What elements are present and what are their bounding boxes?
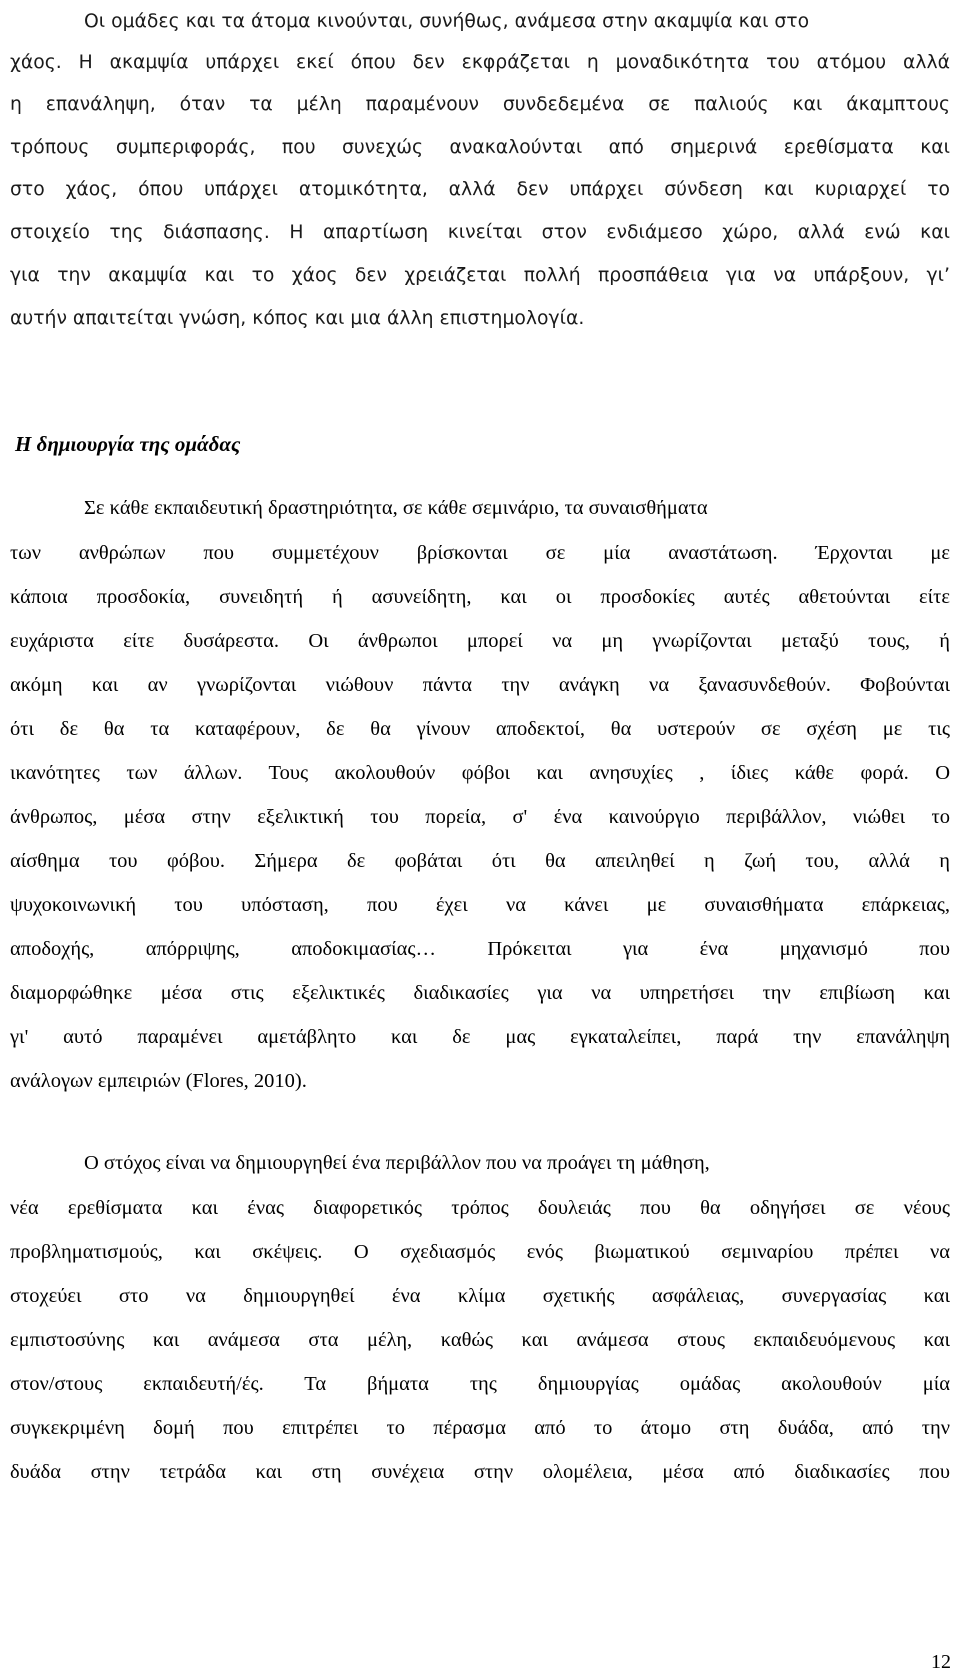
text-line: ακόμη και αν γνωρίζονται νιώθουν πάντα την ανάγκη να ξανασυνδεθούν. Φοβούνται [10,674,950,696]
text-line: στοχεύει στο να δημιουργηθεί ένα κλίμα σχετικής ασφάλειας, συνεργασίας και [10,1285,950,1307]
text-line: για την ακαμψία και το χάος δεν χρειάζεται πολλή προσπάθεια για να υπάρξουν, γι’ [10,265,950,286]
text-line: των ανθρώπων που συμμετέχουν βρίσκονται σε μία αναστάτωση. Έρχονται με [10,542,950,564]
text-line: αυτήν απαιτείται γνώση, κόπος και μια άλλη επιστημολογία. [10,308,585,329]
text-line: κάποια προσδοκία, συνειδητή ή ασυνείδητη, και οι προσδοκίες αυτές αθετούνται είτε [10,586,950,608]
text-line: άνθρωπος, μέσα στην εξελικτική του πορεία, σ' ένα καινούργιο περιβάλλον, νιώθει το [10,806,950,828]
text-line: στο χάος, όπου υπάρχει ατομικότητα, αλλά δεν υπάρχει σύνδεση και κυριαρχεί το [10,179,950,200]
text-line: δυάδα στην τετράδα και στη συνέχεια στην ολομέλεια, μέσα από διαδικασίες που [10,1461,950,1483]
page-number: 12 [931,1651,951,1673]
text-line: νέα ερεθίσματα και ένας διαφορετικός τρόπος δουλειάς που θα οδηγήσει σε νέους [10,1197,950,1219]
text-line: Ο στόχος είναι να δημιουργηθεί ένα περιβάλλον που να προάγει τη μάθηση, [84,1152,710,1174]
text-line: στον/στους εκπαιδευτή/ές. Τα βήματα της δημιουργίας ομάδας ακολουθούν μία [10,1373,950,1395]
text-line: Οι ομάδες και τα άτομα κινούνται, συνήθως, ανάμεσα στην ακαμψία και στο [84,11,810,32]
text-line: η επανάληψη, όταν τα μέλη παραμένουν συνδεδεμένα σε παλιούς και άκαμπτους [10,94,950,115]
text-line: συγκεκριμένη δομή που επιτρέπει το πέρασμα από το άτομο στη δυάδα, από την [10,1417,950,1439]
text-line: τρόπους συμπεριφοράς, που συνεχώς ανακαλούνται από σημερινά ερεθίσματα και [10,137,950,158]
text-line: χάος. Η ακαμψία υπάρχει εκεί όπου δεν εκφράζεται η μοναδικότητα του ατόμου αλλά [10,52,950,73]
text-line: Σε κάθε εκπαιδευτική δραστηριότητα, σε κάθε σεμινάριο, τα συναισθήματα [84,497,708,519]
text-line: στοιχείο της διάσπασης. Η απαρτίωση κινείται στον ενδιάμεσο χώρο, αλλά ενώ και [10,222,950,243]
text-line: ικανότητες των άλλων. Τους ακολουθούν φόβοι και ανησυχίες , ίδιες κάθε φορά. Ο [10,762,950,784]
text-line: αίσθημα του φόβου. Σήμερα δε φοβάται ότι θα απειληθεί η ζωή του, αλλά η [10,850,950,872]
text-line: ανάλογων εμπειριών (Flores, 2010). [10,1070,307,1092]
text-line: εμπιστοσύνης και ανάμεσα στα μέλη, καθώς και ανάμεσα στους εκπαιδευόμενους και [10,1329,950,1351]
text-line: ευχάριστα είτε δυσάρεστα. Οι άνθρωποι μπορεί να μη γνωρίζονται μεταξύ τους, ή [10,630,950,652]
text-line: ψυχοκοινωνική του υπόσταση, που έχει να κάνει με συναισθήματα επάρκειας, [10,894,950,916]
text-line: αποδοχής, απόρριψης, αποδοκιμασίας… Πρόκειται για ένα μηχανισμό που [10,938,950,960]
section-heading: Η δημιουργία της ομάδας [15,432,241,456]
text-line: διαμορφώθηκε μέσα στις εξελικτικές διαδικασίες για να υπηρετήσει την επιβίωση και [10,982,950,1004]
text-line: γι' αυτό παραμένει αμετάβλητο και δε μας εγκαταλείπει, παρά την επανάληψη [10,1026,950,1048]
text-line: ότι δε θα τα καταφέρουν, δε θα γίνουν αποδεκτοί, θα υστερούν σε σχέση με τις [10,718,950,740]
text-line: προβληματισμούς, και σκέψεις. Ο σχεδιασμός ενός βιωματικού σεμιναρίου πρέπει να [10,1241,950,1263]
